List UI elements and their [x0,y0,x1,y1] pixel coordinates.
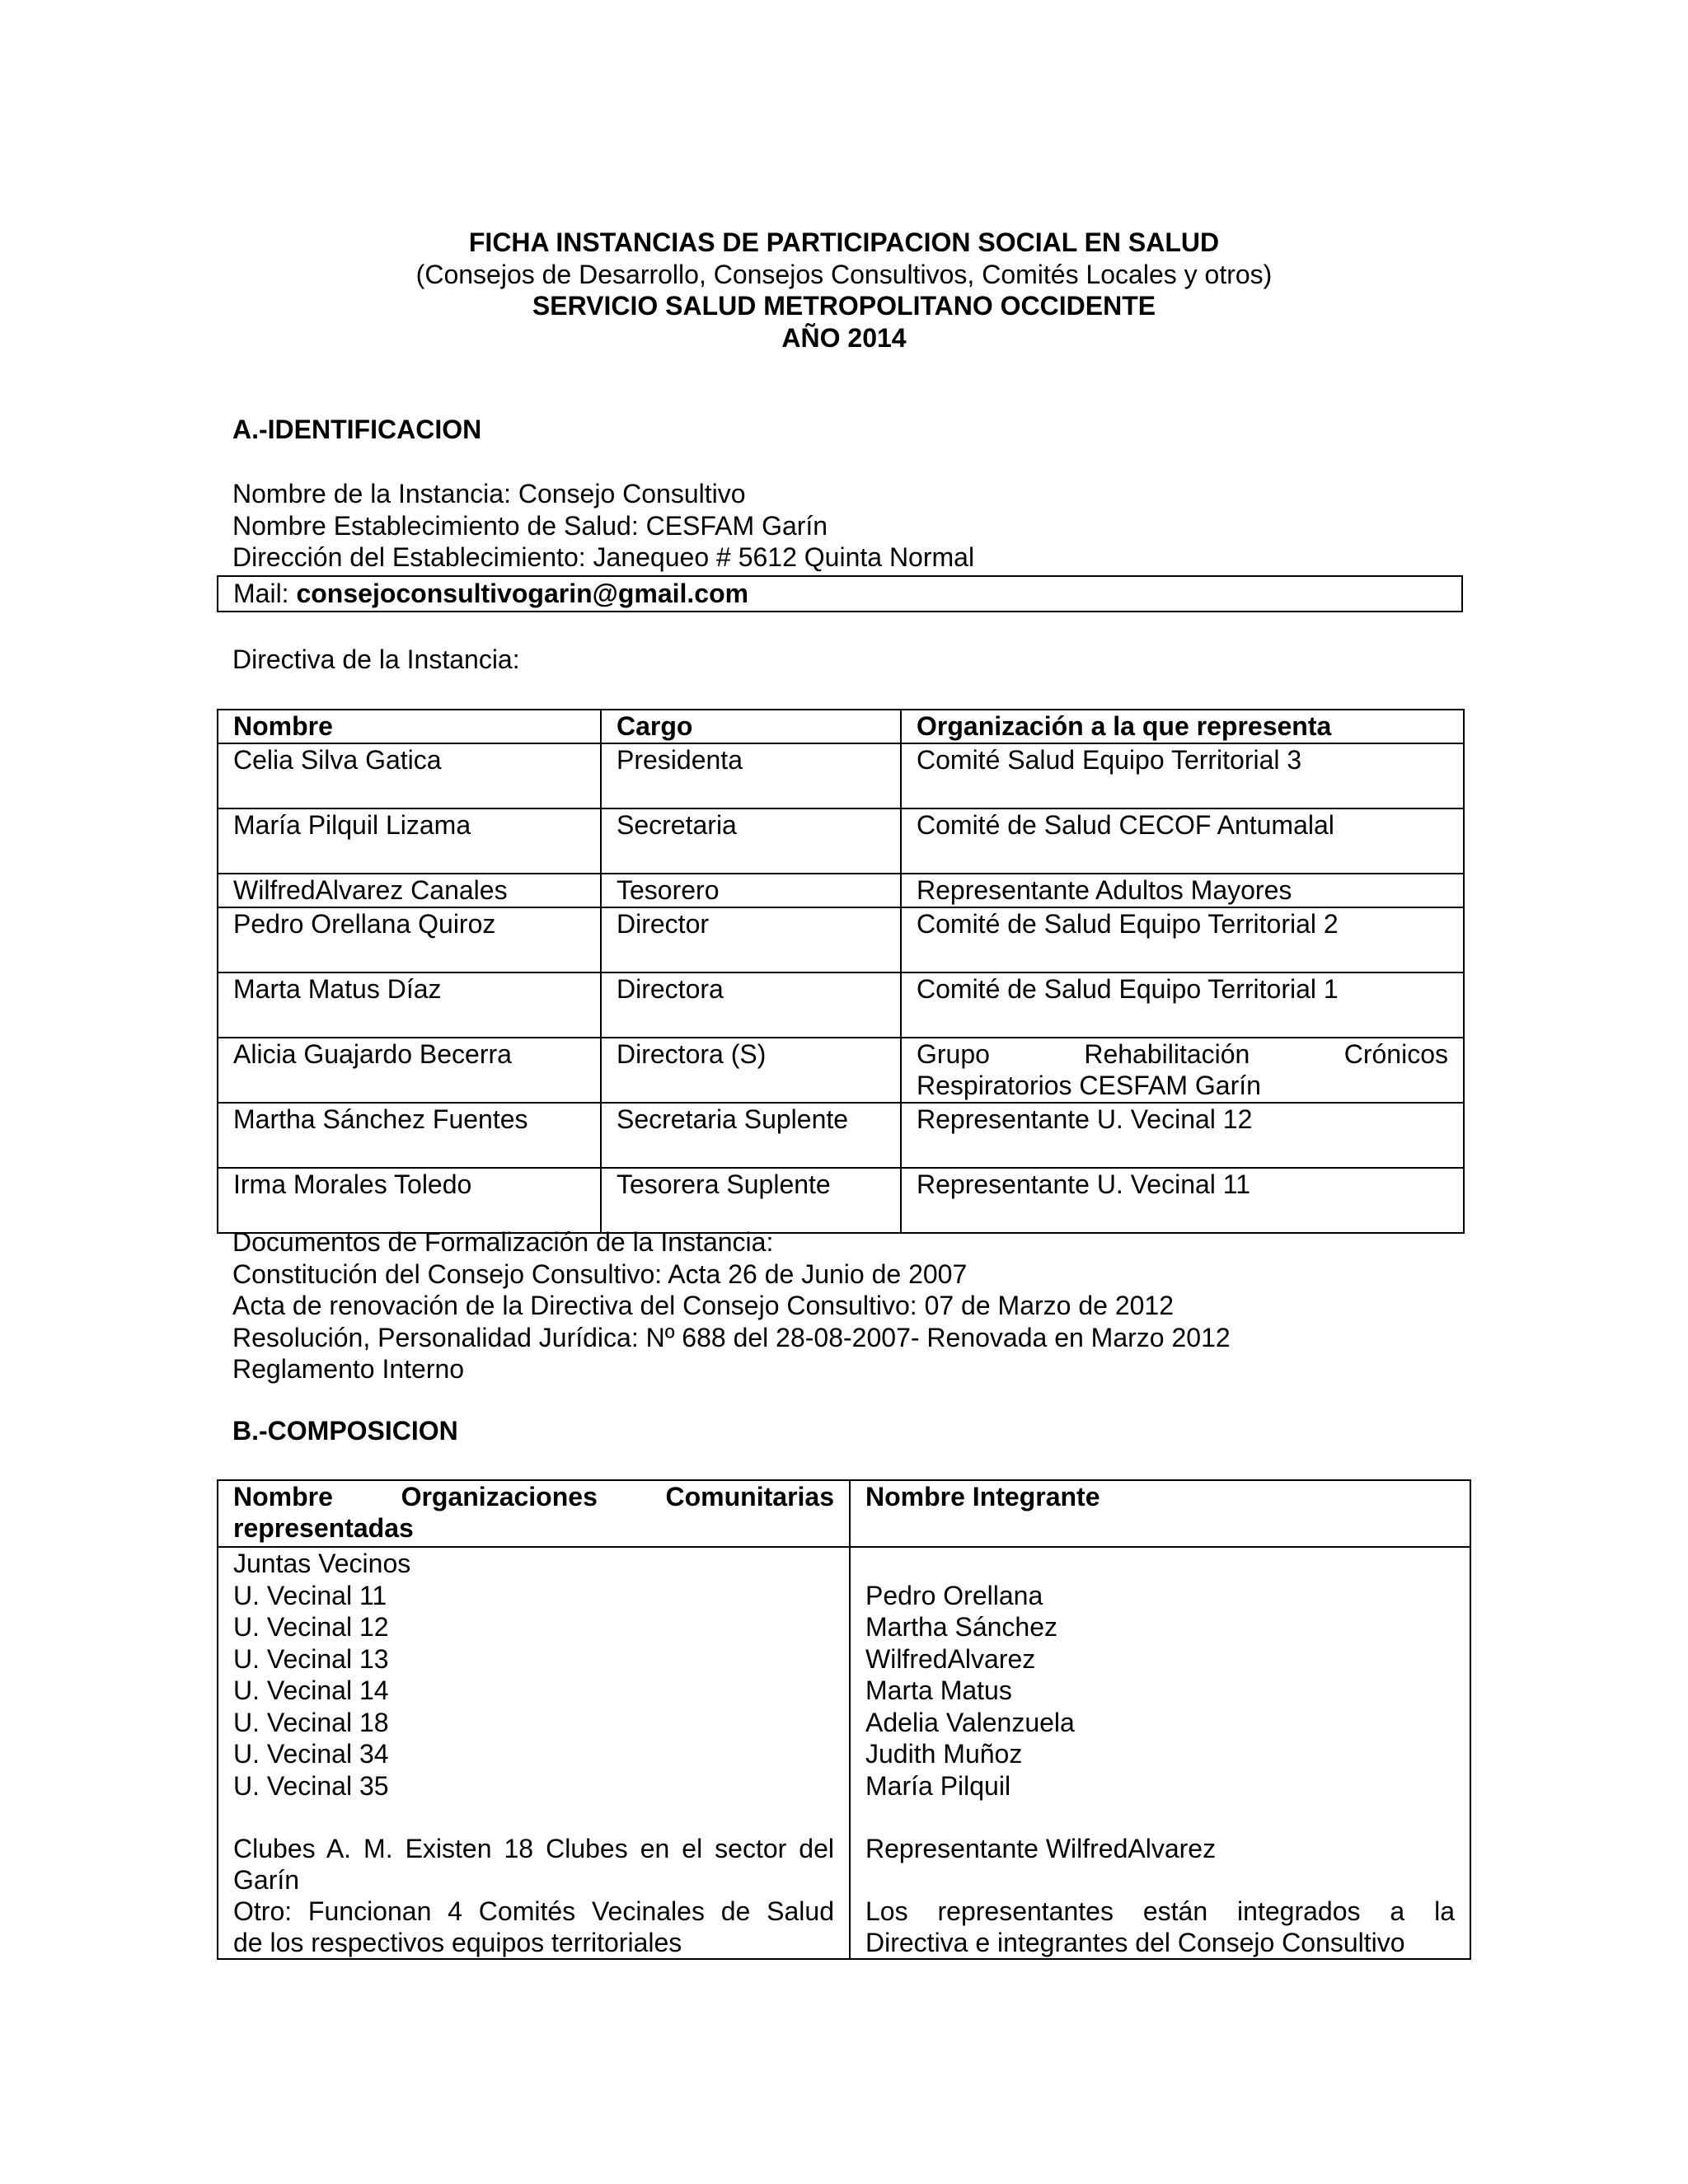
cell-cargo: Tesorero [601,874,901,907]
list-item: U. Vecinal 12 [233,1612,389,1642]
mail-value[interactable]: consejoconsultivogarin@gmail.com [296,579,749,608]
header-org-line-2: representadas [233,1513,414,1543]
document-title: FICHA INSTANCIAS DE PARTICIPACION SOCIAL EN SALUD [468,227,1220,257]
section-a-title: A.-IDENTIFICACION [232,415,482,444]
cell-nombre: Pedro Orellana Quiroz [218,907,601,972]
cell-org: Comité de Salud Equipo Territorial 1 [901,972,1464,1038]
cell-cargo: Tesorera Suplente [601,1168,901,1233]
document-header [0,227,1688,354]
list-item: U. Vecinal 13 [233,1643,389,1674]
list-item: U. Vecinal 35 [233,1770,389,1801]
cell-org: Comité Salud Equipo Territorial 3 [901,743,1464,808]
cell-org: Comité de Salud Equipo Territorial 2 [901,907,1464,972]
table-header-row [218,1480,1470,1547]
establishment-address: Dirección del Establecimiento: Janequeo # 5612 Quinta Normal [232,542,975,572]
list-item: Judith Muñoz [865,1739,1023,1769]
table-row [218,907,1464,972]
integrantes-cell [850,1547,1470,1959]
cell-cargo: Directora [601,972,901,1038]
formalization-documents [232,1226,1231,1385]
list-item: Martha Sánchez [865,1612,1058,1642]
cell-cargo: Directora (S) [601,1038,901,1103]
org-line-1: Grupo Rehabilitación Crónicos [917,1039,1448,1069]
cell-nombre: Martha Sánchez Fuentes [218,1103,601,1168]
list-item: WilfredAlvarez [865,1643,1036,1674]
mail-label: Mail: [233,579,289,608]
directiva-table [217,709,1465,1234]
juntas-list [233,1548,834,1833]
cell-nombre: Celia Silva Gatica [218,743,601,808]
table-row [218,972,1464,1038]
header-organizacion: Organización a la que representa [901,710,1464,743]
header-integrante: Nombre Integrante [850,1480,1470,1547]
cell-nombre: Alicia Guajardo Becerra [218,1038,601,1103]
table-row [218,1038,1464,1103]
directiva-label-text: Directiva de la Instancia: [232,644,520,674]
cell-nombre: Marta Matus Díaz [218,972,601,1038]
cell-org: Representante Adultos Mayores [901,874,1464,907]
cell-nombre: María Pilquil Lizama [218,808,601,874]
cell-cargo: Director [601,907,901,972]
cell-org: Comité de Salud CECOF Antumalal [901,808,1464,874]
doc-line: Constitución del Consejo Consultivo: Acta 26 de Junio de 2007 [232,1258,968,1289]
cell-nombre: WilfredAlvarez Canales [218,874,601,907]
doc-line: Resolución, Personalidad Jurídica: Nº 688 del 28-08-2007- Renovada en Marzo 2012 [232,1322,1231,1352]
directiva-label [232,644,520,676]
juntas-label: Juntas Vecinos [233,1549,411,1578]
otro-rep-line-1: Los representantes están integrados a la [865,1896,1455,1926]
otro-rep-line-2: Directiva e integrantes del Consejo Consultivo [865,1928,1405,1957]
doc-line: Documentos de Formalización de la Instancia: [232,1227,774,1257]
table-row [218,1103,1464,1168]
organizations-cell [218,1547,850,1959]
cell-cargo: Secretaria [601,808,901,874]
instance-name: Nombre de la Instancia: Consejo Consultivo [232,479,746,509]
list-item: U. Vecinal 11 [233,1580,387,1610]
otro-line-1: Otro: Funcionan 4 Comités Vecinales de Salud [233,1896,834,1926]
cell-org: Representante U. Vecinal 11 [901,1168,1464,1233]
table-row [218,874,1464,907]
identification-lines [232,478,974,574]
table-header-row [218,710,1464,743]
table-row [218,808,1464,874]
doc-line: Reglamento Interno [232,1354,465,1384]
table-row [218,1547,1470,1959]
list-item: U. Vecinal 34 [233,1739,389,1769]
otro-line-2: de los respectivos equipos territoriales [233,1928,682,1957]
table-row [218,743,1464,808]
table-row [218,1168,1464,1233]
clubes-representative: Representante WilfredAlvarez [865,1834,1217,1863]
org-line-2: Respiratorios CESFAM Garín [917,1071,1261,1100]
header-org-line-1: Nombre Organizaciones Comunitarias [233,1482,834,1511]
header-cargo: Cargo [601,710,901,743]
clubes-line-1: Clubes A. M. Existen 18 Clubes en el sector del [233,1834,834,1863]
cell-cargo: Presidenta [601,743,901,808]
establishment-name: Nombre Establecimiento de Salud: CESFAM Garín [232,510,828,541]
list-item: U. Vecinal 14 [233,1675,389,1705]
list-item: Adelia Valenzuela [865,1707,1075,1737]
cell-nombre: Irma Morales Toledo [218,1168,601,1233]
list-item: Pedro Orellana [865,1580,1043,1610]
list-item: Marta Matus [865,1675,1012,1705]
composicion-table [217,1479,1471,1960]
section-b-title: B.-COMPOSICION [232,1416,458,1446]
header-organizaciones [218,1480,850,1547]
clubes-line-2: Garín [233,1865,300,1895]
cell-org: Representante U. Vecinal 12 [901,1103,1464,1168]
mail-box [217,575,1463,612]
cell-cargo: Secretaria Suplente [601,1103,901,1168]
document-subtitle: (Consejos de Desarrollo, Consejos Consultivos, Comités Locales y otros) [415,259,1273,289]
cell-org [901,1038,1464,1103]
service-name: SERVICIO SALUD METROPOLITANO OCCIDENTE [532,291,1156,321]
list-item: María Pilquil [865,1770,1011,1801]
doc-line: Acta de renovación de la Directiva del Consejo Consultivo: 07 de Marzo de 2012 [232,1291,1174,1320]
document-year: AÑO 2014 [781,322,907,353]
integrantes-list [865,1548,1455,1833]
list-item: U. Vecinal 18 [233,1707,389,1737]
header-nombre: Nombre [218,710,601,743]
